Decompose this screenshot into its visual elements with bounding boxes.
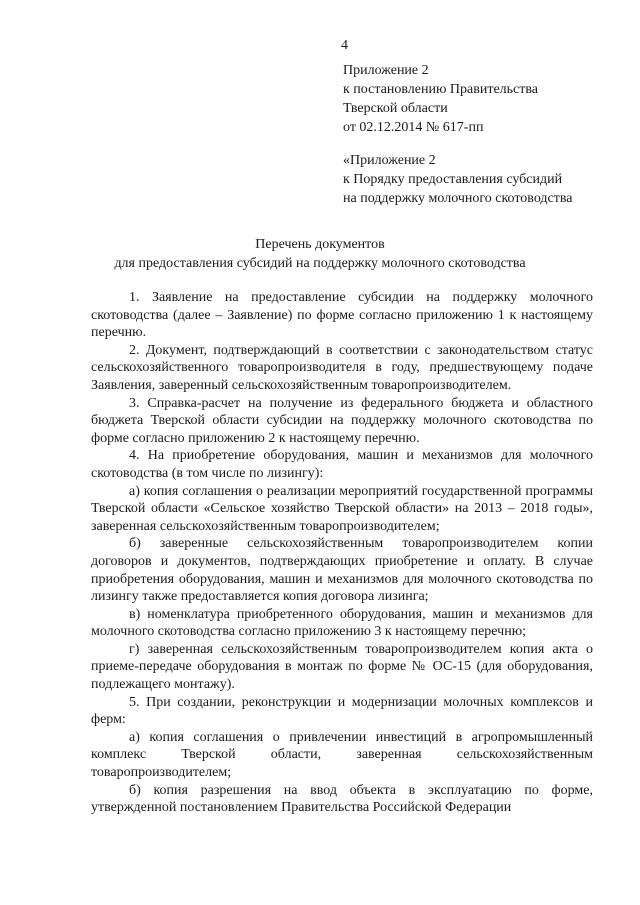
paragraph: а) копия соглашения о реализации мероприятий государственной программы Тверской области «Сельское хозяйство Тверской области» на 2013 – 2018 годы», заверенная сельскохозяйственным товаропроизводителем; bbox=[91, 483, 593, 534]
paragraph: б) копия разрешения на ввод объекта в эксплуатацию по форме, утвержденной постановлением Правительства Российской Федерации bbox=[91, 782, 593, 816]
appendix-header-line: Тверской области bbox=[343, 101, 448, 116]
title-line: для предоставления субсидий на поддержку молочного скотоводства bbox=[114, 256, 526, 271]
paragraph: б) заверенные сельскохозяйственным товаропроизводителем копии договоров и документов, подтверждающих приобретение и оплату. В случае приобретения оборудования, машин и механизмов для молочного скотоводства по лизингу также предоставляется копия договора лизинга; bbox=[91, 536, 593, 605]
appendix-subheader-line: «Приложение 2 bbox=[343, 153, 436, 168]
paragraph: 3. Справка-расчет на получение из федерального бюджета и областного бюджета Тверской области субсидии на поддержку молочного скотоводства по форме согласно приложению 2 к настоящему перечню. bbox=[91, 395, 593, 446]
paragraph: а) копия соглашения о привлечении инвестиций в агропромышленный комплекс Тверской области, заверенная сельскохозяйственным товаропроизводителем; bbox=[91, 729, 593, 781]
paragraph: 1. Заявление на предоставление субсидии на поддержку молочного скотоводства (далее – Заявление) по форме согласно приложению 1 к настоящему перечню. bbox=[91, 290, 593, 341]
appendix-subheader-line: на поддержку молочного скотоводства bbox=[343, 191, 573, 206]
appendix-header bbox=[343, 61, 538, 137]
page-number: 4 bbox=[341, 38, 348, 53]
paragraph: 2. Документ, подтверждающий в соответствии с законодательством статус сельскохозяйственного товаропроизводителя в году, предшествующему подаче Заявления, заверенный сельскохозяйственным товаропроизводителем. bbox=[91, 342, 593, 393]
paragraph: в) номенклатура приобретенного оборудования, машин и механизмов для молочного скотоводства согласно приложению 3 к настоящему перечню; bbox=[91, 606, 593, 640]
appendix-header-line: от 02.12.2014 № 617-пп bbox=[343, 120, 484, 135]
appendix-subheader bbox=[343, 151, 573, 208]
document-body bbox=[91, 289, 593, 817]
paragraph: 5. При создании, реконструкции и модернизации молочных комплексов и ферм: bbox=[91, 694, 593, 728]
title-line: Перечень документов bbox=[255, 237, 385, 252]
paragraph: г) заверенная сельскохозяйственным товаропроизводителем копия акта о приеме-передаче оборудования в монтаж по форме № ОС-15 (для оборудования, подлежащего монтажу). bbox=[91, 641, 593, 693]
paragraph: 4. На приобретение оборудования, машин и механизмов для молочного скотоводства (в том числе по лизингу): bbox=[91, 448, 593, 481]
appendix-header-line: к постановлению Правительства bbox=[343, 82, 539, 97]
appendix-subheader-line: к Порядку предоставления субсидий bbox=[343, 172, 563, 187]
document-title bbox=[0, 235, 640, 273]
appendix-header-line: Приложение 2 bbox=[343, 63, 429, 78]
